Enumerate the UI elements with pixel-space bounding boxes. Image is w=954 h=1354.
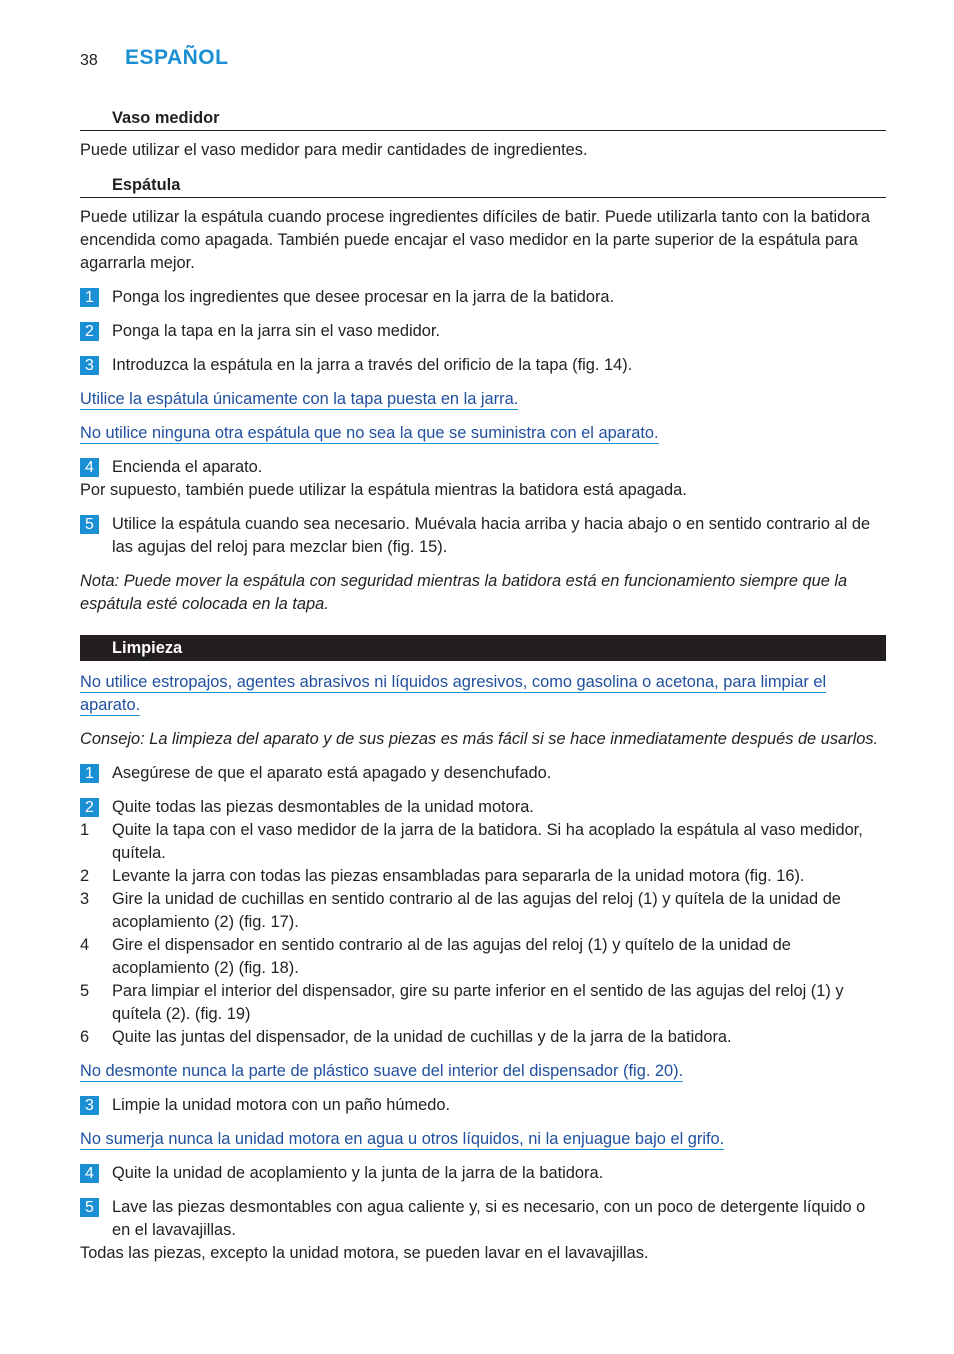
step-item [80,456,886,479]
espatula-body: Puede utilizar la espátula cuando procese ingredientes difíciles de batir. Puede utilizarla tanto con la batidora encendida como apagada. También puede encajar el vaso medidor en la parte superior de la espátula para agarrarla mejor. [80,208,870,272]
language-title: ESPAÑOL [125,46,229,69]
substep-text: Gire la unidad de cuchillas en sentido contrario al de las agujas del reloj (1) y quítela de la unidad de acoplamiento (2) (fig. 17). [112,890,841,931]
step-item [80,1196,886,1242]
step-number: 1 [80,288,99,307]
final-note: Todas las piezas, excepto la unidad motora, se pueden lavar en el lavavajillas. [80,1244,649,1262]
step-item [80,320,886,343]
section-heading-vaso: Vaso medidor [80,106,886,131]
warning-text [80,1128,886,1151]
substep-number: 4 [80,936,90,954]
substep-number: 1 [80,821,90,839]
step-item [80,762,886,785]
step-number: 4 [80,1164,99,1183]
nota-text: Nota: Puede mover la espátula con seguridad mientras la batidora está en funcionamiento siempre que la espátula esté colocada en la tapa. [80,572,848,613]
warning-label: No sumerja nunca la unidad motora en agua u otros líquidos, ni la enjuague bajo el grifo. [80,1130,725,1148]
list-item [80,819,886,865]
step-number: 5 [80,515,99,534]
vaso-body: Puede utilizar el vaso medidor para medir cantidades de ingredientes. [80,141,588,159]
list-item [80,865,886,888]
substep-number: 6 [80,1028,90,1046]
step-text: Quite todas las piezas desmontables de la unidad motora. [112,798,534,816]
list-item [80,888,886,934]
step-number: 3 [80,356,99,375]
step-number: 4 [80,458,99,477]
substep-text: Gire el dispensador en sentido contrario al de las agujas del reloj (1) y quítelo de la unidad de acoplamiento (2) (fig. 18). [112,936,791,977]
step-item [80,286,886,309]
substep-number: 5 [80,982,90,1000]
step-text: Limpie la unidad motora con un paño húmedo. [112,1096,451,1114]
warning-label: No utilice estropajos, agentes abrasivos ni líquidos agresivos, como gasolina o acetona, para limpiar el aparato. [80,673,827,714]
list-item [80,1026,886,1049]
warning-text [80,388,886,411]
step-number: 2 [80,322,99,341]
step-item [80,1162,886,1185]
warning-text [80,1060,886,1083]
step-text: Introduzca la espátula en la jarra a través del orificio de la tapa (fig. 14). [112,356,633,374]
substep-number: 3 [80,890,90,908]
section-heading-espatula: Espátula [80,173,886,198]
page-content [80,106,886,1276]
page-number: 38 [80,52,98,69]
step-text: Lave las piezas desmontables con agua caliente y, si es necesario, con un poco de detergente líquido o en el lavavajillas. [112,1198,866,1239]
substep-text: Quite las juntas del dispensador, de la unidad de cuchillas y de la jarra de la batidora. [112,1028,732,1046]
list-item [80,980,886,1026]
step-number: 1 [80,764,99,783]
step-number: 2 [80,798,99,817]
step-number: 3 [80,1096,99,1115]
warning-text [80,671,886,717]
warning-label: No utilice ninguna otra espátula que no sea la que se suministra con el aparato. [80,424,659,442]
step-item [80,513,886,559]
list-item [80,934,886,980]
step-item [80,796,886,819]
consejo-text: Consejo: La limpieza del aparato y de sus piezas es más fácil si se hace inmediatamente después de usarlos. [80,730,879,748]
warning-label: Utilice la espátula únicamente con la tapa puesta en la jarra. [80,390,519,408]
warning-label: No desmonte nunca la parte de plástico suave del interior del dispensador (fig. 20). [80,1062,684,1080]
step-text: Asegúrese de que el aparato está apagado y desenchufado. [112,764,552,782]
substep-list [80,819,886,1049]
step-number: 5 [80,1198,99,1217]
substep-text: Levante la jarra con todas las piezas ensambladas para separarla de la unidad motora (fig. 16). [112,867,805,885]
step-item [80,354,886,377]
section-heading-limpieza: Limpieza [80,635,886,661]
step-text: Encienda el aparato. [112,458,263,476]
step-text: Ponga los ingredientes que desee procesar en la jarra de la batidora. [112,288,615,306]
step-text: Ponga la tapa en la jarra sin el vaso medidor. [112,322,441,340]
warning-text [80,422,886,445]
substep-number: 2 [80,867,90,885]
substep-text: Quite la tapa con el vaso medidor de la jarra de la batidora. Si ha acoplado la espátula al vaso medidor, quítela. [112,821,863,862]
step-text: Utilice la espátula cuando sea necesario. Muévala hacia arriba y hacia abajo o en sentido contrario al de las agujas del reloj para mezclar bien (fig. 15). [112,515,871,556]
step-item [80,1094,886,1117]
step-text: Quite la unidad de acoplamiento y la junta de la jarra de la batidora. [112,1164,604,1182]
step-note: Por supuesto, también puede utilizar la espátula mientras la batidora está apagada. [80,481,687,499]
substep-text: Para limpiar el interior del dispensador, gire su parte inferior en el sentido de las agujas del reloj (1) y quítela (2). (fig. 19) [112,982,844,1023]
